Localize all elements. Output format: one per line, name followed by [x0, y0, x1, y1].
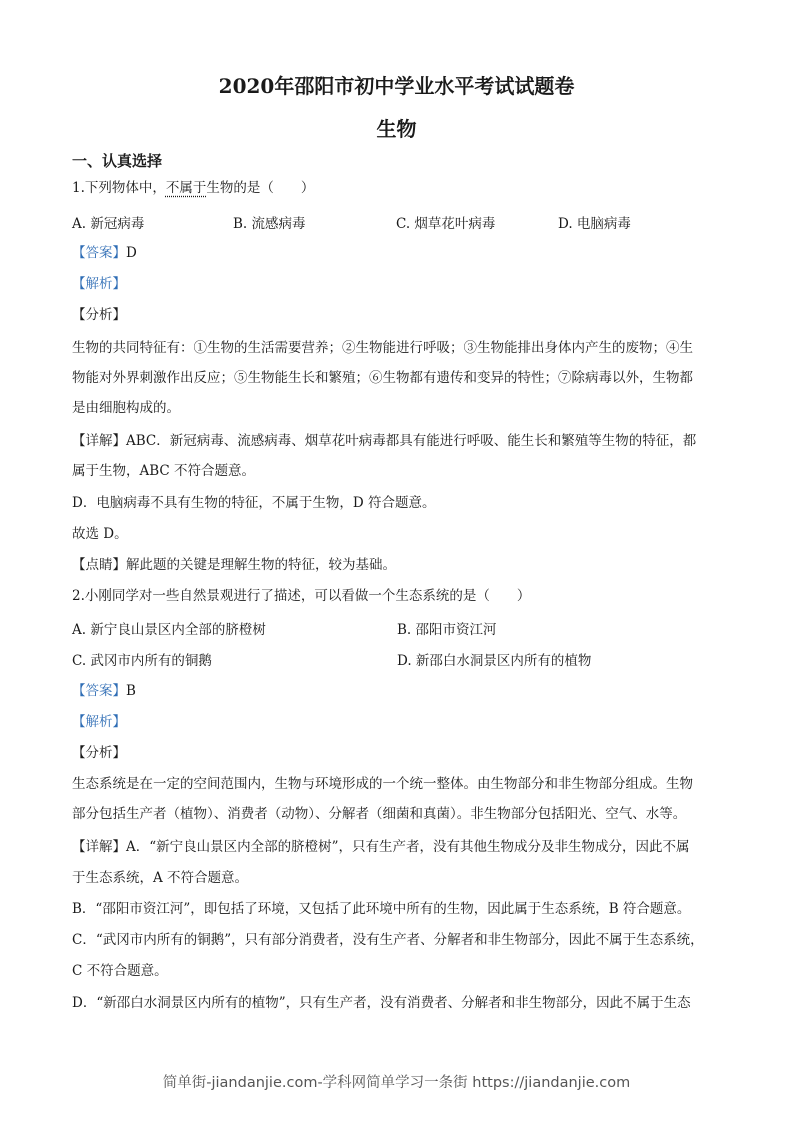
question-1-option-c: C. 烟草花叶病毒	[396, 216, 496, 232]
footer-watermark-text: 简单街-jiandanjie.com-学科网简单学习一条街 https://jiandanjie.com	[162, 1075, 631, 1091]
question-2-detail-line: D．“新邵白水洞景区内所有的植物”，只有生产者，没有消费者、分解者和非生物部分，因此不属于生态	[72, 995, 691, 1011]
page-title: 2020年邵阳市初中学业水平考试试题卷	[218, 74, 575, 98]
question-1-stem-emphasis: 不属于	[165, 180, 207, 196]
question-2-stem: 2.小刚同学对一些自然景观进行了描述，可以看做一个生态系统的是（ ）	[72, 588, 531, 604]
question-2-fenxi-tag: 【分析】	[72, 745, 126, 761]
section-heading: 一、认真选择	[72, 152, 163, 170]
question-1-option-b: B. 流感病毒	[233, 216, 306, 232]
question-1-stem-suffix: 生物的是（ ）	[206, 180, 315, 196]
answer-tag: 【答案】	[72, 683, 126, 699]
question-2-option-c: C. 武冈市内所有的铜鹅	[72, 653, 212, 669]
question-2-option-a: A. 新宁良山景区内全部的脐橙树	[72, 622, 266, 638]
question-2-fenxi-line: 部分包括生产者（植物）、消费者（动物）、分解者（细菌和真菌）。非生物部分包括阳光、空气、水等。	[72, 806, 687, 822]
question-2-detail-line: B．“邵阳市资江河”，即包括了环境，又包括了此环境中所有的生物，因此属于生态系统，B 符合题意。	[72, 901, 691, 917]
question-2-answer	[72, 681, 136, 701]
question-1-stem-prefix: 1.下列物体中，	[72, 180, 166, 196]
page-subtitle: 生物	[376, 117, 417, 141]
answer-value: D	[126, 245, 137, 261]
question-1-stem	[72, 178, 314, 198]
answer-tag: 【答案】	[72, 245, 126, 261]
question-2-detail-line: 【详解】A．“新宁良山景区内全部的脐橙树”，只有生产者，没有其他生物成分及非生物成分，因此不属	[72, 839, 690, 855]
question-1-detail-line: 故选 D。	[72, 526, 128, 542]
question-1-fenxi-line: 物能对外界刺激作出反应；⑤生物能生长和繁殖；⑥生物都有遗传和变异的特性；⑦除病毒以外，生物都	[72, 370, 693, 386]
question-1-option-a: A. 新冠病毒	[72, 216, 145, 232]
question-2-analysis-tag: 【解析】	[72, 714, 126, 730]
question-1-option-d: D. 电脑病毒	[558, 216, 631, 232]
question-1-fenxi-line: 是由细胞构成的。	[72, 400, 180, 416]
question-2-detail-line: 于生态系统，A 不符合题意。	[72, 870, 249, 886]
question-2-detail-line: C 不符合题意。	[72, 963, 168, 979]
question-1-analysis-tag: 【解析】	[72, 276, 126, 292]
question-2-option-d: D. 新邵白水洞景区内所有的植物	[397, 653, 592, 669]
question-2-option-b: B. 邵阳市资江河	[397, 622, 497, 638]
question-1-fenxi-tag: 【分析】	[72, 307, 126, 323]
question-1-detail-line: 【详解】ABC．新冠病毒、流感病毒、烟草花叶病毒都具有能进行呼吸、能生长和繁殖等生物的特征，都	[72, 433, 697, 449]
question-2-fenxi-line: 生态系统是在一定的空间范围内，生物与环境形成的一个统一整体。由生物部分和非生物部分组成。生物	[72, 776, 693, 792]
question-1-detail-line: 属于生物，ABC 不符合题意。	[72, 463, 256, 479]
question-1-fenxi-line: 生物的共同特征有：①生物的生活需要营养；②生物能进行呼吸；③生物能排出身体内产生的废物；④生	[72, 340, 693, 356]
question-1-answer	[72, 243, 137, 263]
answer-value: B	[126, 683, 136, 699]
question-2-detail-line: C．“武冈市内所有的铜鹅”，只有部分消费者，没有生产者、分解者和非生物部分，因此不属于生态系统，	[72, 932, 704, 948]
question-1-dianjing: 【点睛】解此题的关键是理解生物的特征，较为基础。	[72, 557, 396, 573]
question-1-detail-line: D．电脑病毒不具有生物的特征，不属于生物，D 符合题意。	[72, 495, 436, 511]
